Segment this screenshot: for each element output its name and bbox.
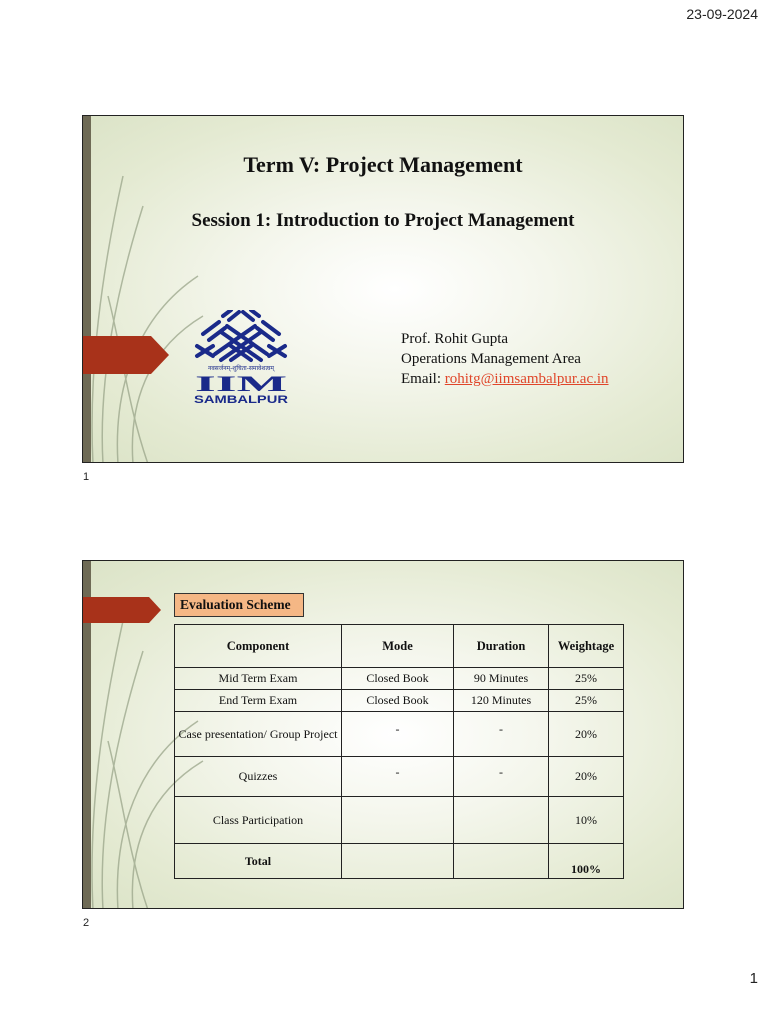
page-number: 1 bbox=[749, 970, 758, 987]
slide-arrow-marker bbox=[83, 597, 163, 623]
table-cell: Quizzes bbox=[175, 757, 342, 797]
table-cell: 10% bbox=[549, 797, 624, 844]
table-cell: Case presentation/ Group Project bbox=[175, 712, 342, 757]
slide-1 bbox=[82, 115, 684, 463]
logo-campus: SAMBALPUR bbox=[194, 394, 289, 406]
table-cell bbox=[454, 844, 549, 879]
logo-motto: नवसर्जनम्-शुचिता-समावेशत्वम् bbox=[208, 365, 274, 372]
table-cell: 25% bbox=[549, 668, 624, 690]
table-cell: Class Participation bbox=[175, 797, 342, 844]
table-row bbox=[175, 690, 624, 712]
slide-arrow-marker bbox=[83, 336, 173, 374]
table-cell: - bbox=[454, 712, 549, 757]
table-cell: 90 Minutes bbox=[454, 668, 549, 690]
table-row bbox=[175, 757, 624, 797]
slide-number-1: 1 bbox=[83, 471, 90, 483]
header-mode: Mode bbox=[342, 625, 454, 668]
table-header-row bbox=[175, 625, 624, 668]
table-cell-total-label: Total bbox=[175, 844, 342, 879]
slide-title: Term V: Project Management bbox=[243, 152, 523, 177]
table-cell bbox=[342, 844, 454, 879]
table-cell: End Term Exam bbox=[175, 690, 342, 712]
logo-acronym: IIM bbox=[195, 371, 288, 396]
table-row-total bbox=[175, 844, 624, 879]
table-cell: - bbox=[454, 757, 549, 797]
table-cell bbox=[454, 797, 549, 844]
email-link[interactable]: rohitg@iimsambalpur.ac.in bbox=[444, 371, 609, 387]
slide-subtitle: Session 1: Introduction to Project Management bbox=[191, 210, 575, 231]
email-label: Email: bbox=[401, 371, 445, 387]
table-cell-total-value: 100% bbox=[549, 844, 624, 879]
header-component: Component bbox=[175, 625, 342, 668]
print-date: 23-09-2024 bbox=[686, 6, 758, 22]
presenter-info bbox=[401, 329, 609, 389]
table-cell: Closed Book bbox=[342, 690, 454, 712]
table-cell: Closed Book bbox=[342, 668, 454, 690]
iim-sambalpur-logo bbox=[191, 310, 291, 406]
table-cell: Mid Term Exam bbox=[175, 668, 342, 690]
table-row bbox=[175, 668, 624, 690]
evaluation-scheme-heading: Evaluation Scheme bbox=[174, 593, 304, 617]
header-duration: Duration bbox=[454, 625, 549, 668]
table-cell: 25% bbox=[549, 690, 624, 712]
table-cell: 20% bbox=[549, 757, 624, 797]
table-cell bbox=[342, 797, 454, 844]
slide-number-2: 2 bbox=[83, 917, 90, 929]
slide-2 bbox=[82, 560, 684, 909]
evaluation-table bbox=[174, 624, 624, 879]
table-row bbox=[175, 797, 624, 844]
header-weightage: Weightage bbox=[549, 625, 624, 668]
presenter-email-line bbox=[401, 369, 609, 389]
presenter-area: Operations Management Area bbox=[401, 351, 581, 367]
table-cell: - bbox=[342, 757, 454, 797]
table-cell: 20% bbox=[549, 712, 624, 757]
table-row bbox=[175, 712, 624, 757]
table-cell: - bbox=[342, 712, 454, 757]
table-cell: 120 Minutes bbox=[454, 690, 549, 712]
presenter-name: Prof. Rohit Gupta bbox=[401, 331, 509, 347]
